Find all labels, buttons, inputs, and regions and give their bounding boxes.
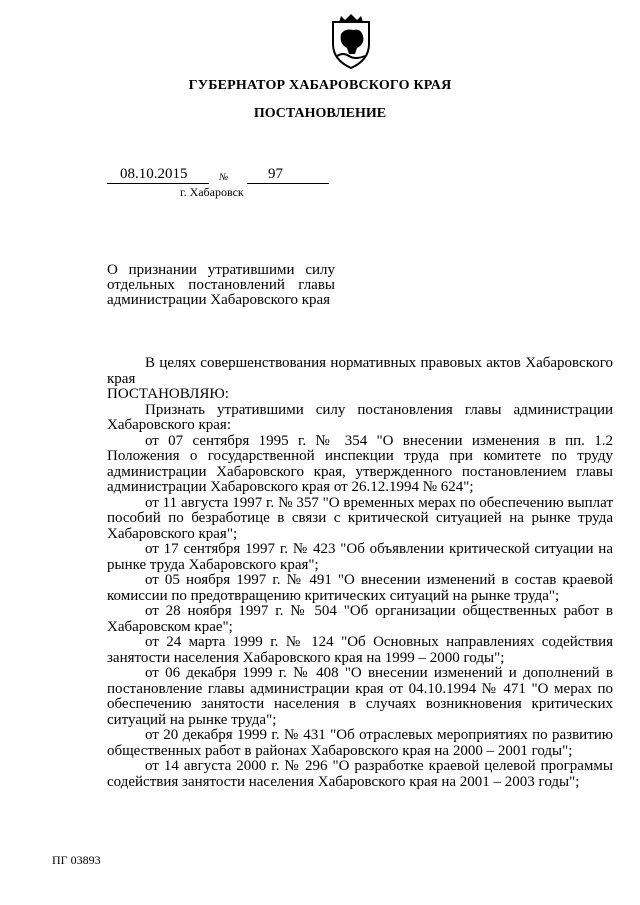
document-date: 08.10.2015 xyxy=(120,166,188,182)
document-subject: О признании утратившими силу отдельных постановлений главы администрации Хабаровского края xyxy=(107,262,335,308)
list-item: от 24 марта 1999 г. № 124 "Об Основных направлениях содействия занятости населения Хабаровского края на 1999 – 2000 годы"; xyxy=(107,634,613,666)
list-item: от 28 ноября 1997 г. № 504 "Об организации общественных работ в Хабаровском крае"; xyxy=(107,603,613,635)
body-paragraph: Признать утратившими силу постановления главы администрации Хабаровского края: xyxy=(107,401,613,433)
list-item: от 17 сентября 1997 г. № 423 "Об объявлении критической ситуации на рынке труда Хабаровского края"; xyxy=(107,541,613,573)
document-type: ПОСТАНОВЛЕНИЕ xyxy=(253,106,387,121)
body-paragraph: В целях совершенствования нормативных правовых актов Хабаровского края xyxy=(107,355,613,387)
document-body xyxy=(107,356,613,790)
decree-keyword: ПОСТАНОВЛЯЮ: xyxy=(107,386,229,402)
list-item: от 14 августа 2000 г. № 296 "О разработке краевой целевой программы содействия занятости населения Хабаровского края на 2001 – 2003 годы"; xyxy=(107,758,613,790)
list-item: от 20 декабря 1999 г. № 431 "Об отраслевых мероприятиях по развитию общественных работ в районах Хабаровского края на 2000 – 2001 годы"; xyxy=(107,727,613,759)
list-item: от 11 августа 1997 г. № 357 "О временных мерах по обеспечению выплат пособий по безработице в связи с критической ситуацией на рынке труда Хабаровского края"; xyxy=(107,494,613,542)
list-item: от 07 сентября 1995 г. № 354 "О внесении изменения в пп. 1.2 Положения о государственной инспекции труда при комитете по труду администрации Хабаровского края, утвержденного постановлением главы администрации Хабаровского края от 26.12.1994 № 624"; xyxy=(107,432,613,495)
document-city: г. Хабаровск xyxy=(180,185,244,199)
date-underline xyxy=(107,183,209,184)
number-underline xyxy=(247,183,329,184)
document-number: 97 xyxy=(268,166,283,182)
list-item: от 06 декабря 1999 г. № 408 "О внесении изменений и дополнений в постановление главы администрации края от 04.10.1994 № 471 "О мерах по обеспечению занятости населения в случаях возникновения критических ситуаций на рынке труда"; xyxy=(107,665,613,728)
form-code: ПГ 03893 xyxy=(52,853,101,867)
issuer-title: ГУБЕРНАТОР ХАБАРОВСКОГО КРАЯ xyxy=(188,78,452,93)
emblem-crown xyxy=(339,14,363,22)
coat-of-arms-icon xyxy=(327,14,375,70)
list-item: от 05 ноября 1997 г. № 491 "О внесении изменений в состав краевой комиссии по предотвращению критических ситуаций на рынке труда"; xyxy=(107,572,613,604)
number-sign: № xyxy=(219,172,229,183)
